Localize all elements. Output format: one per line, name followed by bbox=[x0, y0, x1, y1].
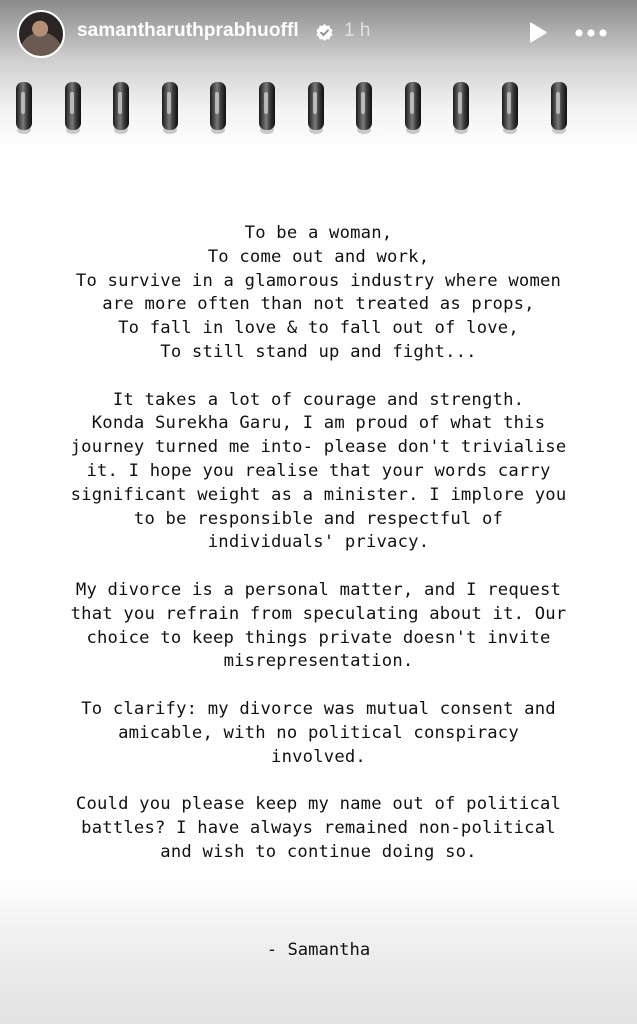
letter-line: To clarify: my divorce was mutual consent and bbox=[81, 698, 556, 719]
letter-line: to be responsible and respectful of bbox=[133, 508, 504, 529]
letter-line: To be a woman, bbox=[244, 223, 393, 243]
letter-line: misrepresentation. bbox=[223, 651, 414, 672]
letter-line: To survive in a glamorous industry where women bbox=[75, 270, 562, 291]
verified-badge-icon bbox=[315, 23, 334, 42]
spiral-binding-ring-icon bbox=[450, 78, 472, 138]
letter-signature: - Samantha bbox=[266, 940, 371, 960]
letter-line: are more often than not treated as props, bbox=[102, 294, 535, 315]
letter-line: choice to keep things private doesn't invite bbox=[86, 627, 551, 648]
spiral-binding-ring-icon bbox=[110, 78, 132, 138]
play-icon[interactable] bbox=[524, 20, 550, 46]
letter-line: battles? I have always remained non-political bbox=[81, 817, 556, 838]
spiral-binding-ring-icon bbox=[353, 78, 375, 138]
letter-line: To still stand up and fight... bbox=[160, 341, 477, 362]
letter-line: that you refrain from speculating about it. Our bbox=[70, 603, 567, 624]
spiral-binding-ring-icon bbox=[402, 78, 424, 138]
letter-line: To come out and work, bbox=[207, 246, 430, 267]
notepad-spiral-binding bbox=[0, 78, 637, 140]
profile-avatar[interactable] bbox=[17, 10, 65, 58]
paragraph-gap bbox=[0, 555, 637, 579]
username-label[interactable]: samantharuthprabhuoffl bbox=[77, 20, 299, 41]
spiral-binding-ring-icon bbox=[207, 78, 229, 138]
letter-line: Konda Surekha Garu, I am proud of what this bbox=[91, 413, 546, 434]
letter-line: Could you please keep my name out of political bbox=[75, 794, 562, 815]
letter-line: involved. bbox=[271, 746, 366, 767]
letter-body bbox=[0, 222, 637, 865]
letter-line: individuals' privacy. bbox=[207, 532, 430, 553]
letter-line: and wish to continue doing so. bbox=[160, 841, 477, 862]
post-timestamp: 1 h bbox=[344, 20, 371, 41]
letter-line: amicable, with no political conspiracy bbox=[118, 722, 519, 743]
spiral-binding-ring-icon bbox=[256, 78, 278, 138]
spiral-binding-ring-icon bbox=[499, 78, 521, 138]
spiral-binding-ring-icon bbox=[13, 78, 35, 138]
paragraph-gap bbox=[0, 365, 637, 389]
letter-line: My divorce is a personal matter, and I request bbox=[75, 579, 562, 600]
story-header bbox=[0, 0, 637, 66]
spiral-binding-ring-icon bbox=[305, 78, 327, 138]
letter-line: significant weight as a minister. I implore you bbox=[70, 484, 567, 505]
paragraph-gap bbox=[0, 674, 637, 698]
paragraph-gap bbox=[0, 769, 637, 793]
spiral-binding-ring-icon bbox=[62, 78, 84, 138]
letter-line: It takes a lot of courage and strength. bbox=[112, 389, 525, 410]
letter-line: it. I hope you realise that your words carry bbox=[86, 460, 551, 481]
more-options-icon[interactable] bbox=[574, 26, 608, 40]
spiral-binding-ring-icon bbox=[548, 78, 570, 138]
letter-line: To fall in love & to fall out of love, bbox=[118, 318, 519, 339]
spiral-binding-ring-icon bbox=[159, 78, 181, 138]
letter-line: journey turned me into- please don't trivialise bbox=[70, 437, 567, 458]
